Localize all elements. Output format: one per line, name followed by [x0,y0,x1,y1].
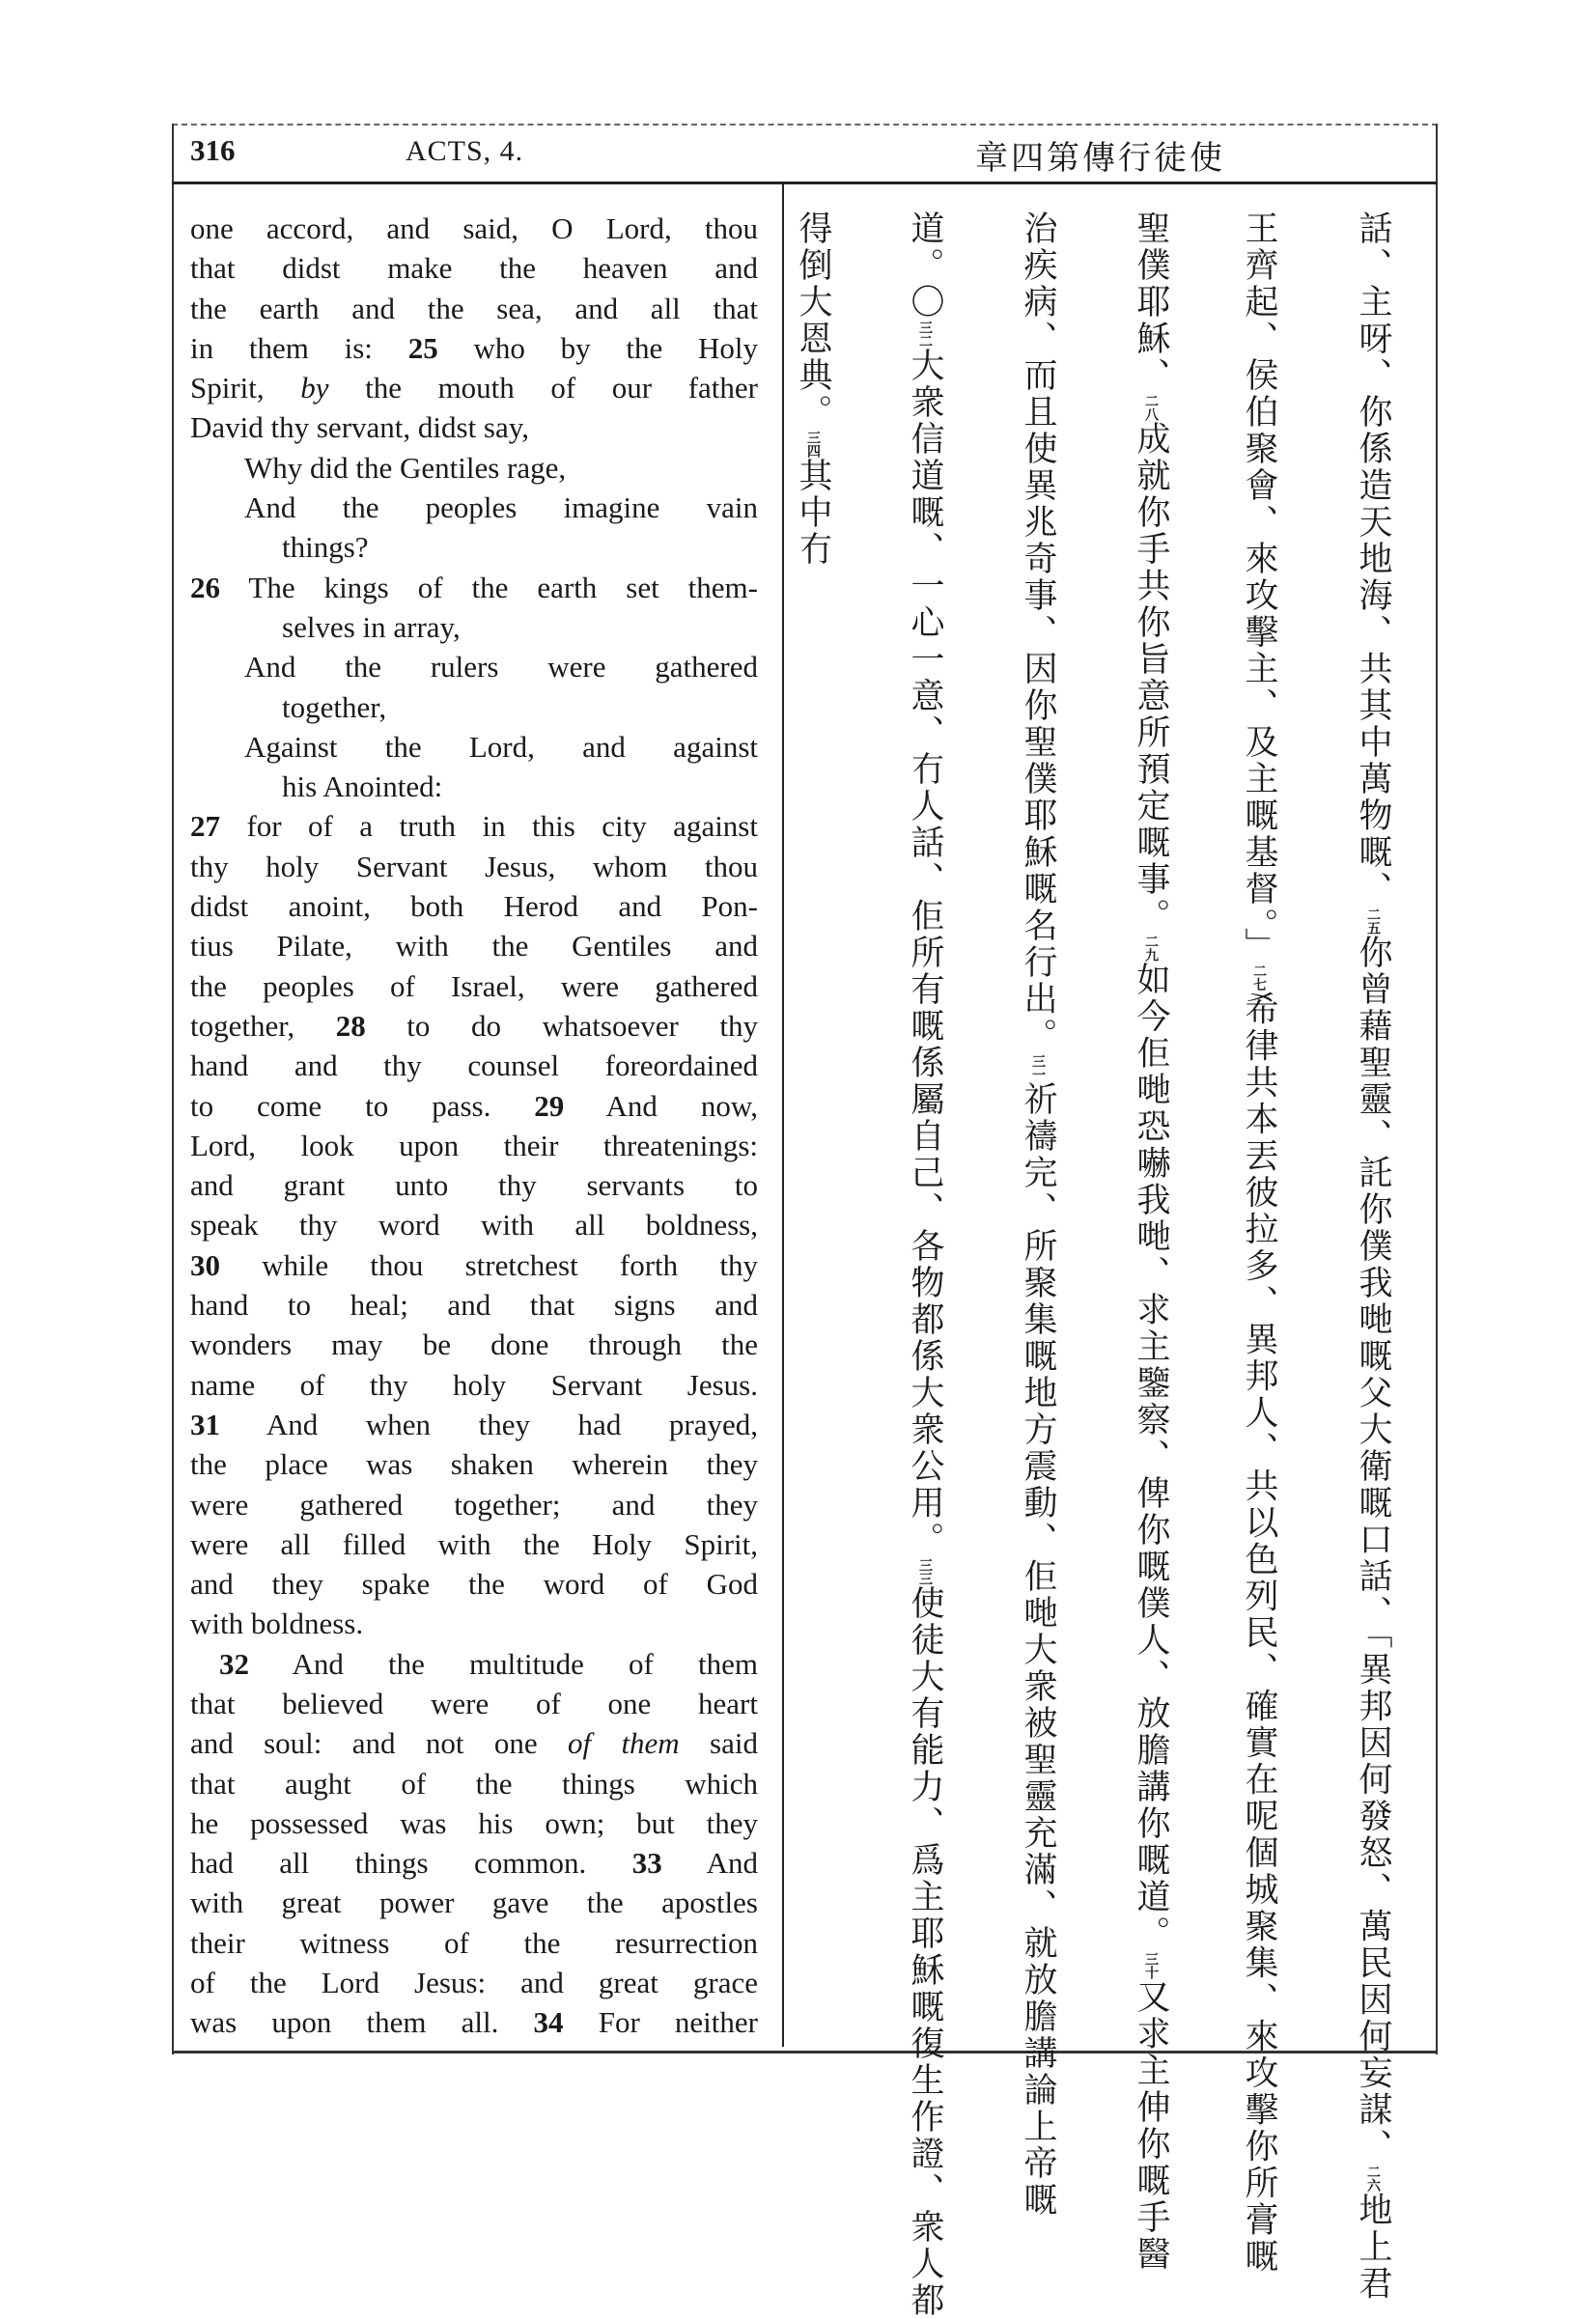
verse-number: 27 [190,809,220,844]
text-segment: Against the Lord, and against [244,729,758,764]
page-number: 316 [190,133,236,167]
text-segment: were gathered together; and they [190,1487,758,1522]
text-line [190,328,758,368]
text-segment: And when they had prayed, [220,1407,758,1441]
text-segment: of the Lord Jesus: and great grace [190,1966,758,2000]
text-segment: was upon them all. [190,2005,534,2040]
text-line [190,248,758,288]
text-segment: for of a truth in this city against [220,809,758,844]
text-line [190,1165,758,1205]
running-head: ACTS, 4. [406,135,524,167]
verse-number: 31 [190,1407,220,1441]
verse-number: 二七 [1251,964,1267,992]
text-line [190,1485,758,1524]
text-line [190,1205,758,1244]
verse-number: 26 [190,570,220,604]
verse-number: 二六 [1365,2165,1381,2193]
chinese-column [1017,210,1059,2219]
text-line [190,1883,758,1922]
text-segment: For neither [563,2005,758,2040]
text-segment: to come to pass. [190,1088,535,1123]
text-segment: by [300,371,329,405]
text-segment: with boldness. [190,1607,364,1641]
text-line [190,1524,758,1564]
text-segment: didst anoint, both Herod and Pon- [190,889,758,924]
text-segment: and they spake the word of God [190,1567,758,1602]
text-segment: name of thy holy Servant Jesus. [190,1367,758,1402]
text-segment: 其中冇 [794,458,832,568]
verse-number: 二五 [1365,908,1381,935]
text-line [190,1564,758,1604]
text-line [190,1803,758,1843]
text-line [190,1325,758,1364]
verse-number: 三二 [917,321,933,348]
text-segment: said [679,1726,758,1761]
text-line [190,1086,758,1126]
text-segment: 祈禱完、所聚集嘅地方震動、佢哋大衆被聖靈充滿、就放膽講論上帝嘅 [1019,1081,1057,2219]
text-segment: of them [567,1726,680,1761]
verse-number: 三一 [1030,1054,1046,1081]
text-line [190,568,758,607]
text-segment: the peoples of Israel, were gathered [190,968,758,1003]
text-segment: speak thy word with all boldness, [190,1208,758,1243]
text-segment: 你曾藉聖靈、託你僕我哋嘅父大衛嘅口話、「異邦因何發怒、萬民因何妄謀、 [1354,935,1392,2165]
text-line [190,727,758,767]
text-line [190,1604,758,1643]
text-segment: hand and thy counsel foreordained [190,1048,758,1083]
verse-number: 30 [190,1247,220,1282]
text-segment: selves in array, [282,609,461,644]
frame-left-rule [172,124,174,2054]
text-segment: 道。〇 [906,210,944,321]
text-segment: the place was shaken wherein they [190,1447,758,1482]
text-line [190,847,758,886]
text-segment: thy holy Servant Jesus, whom thou [190,849,758,883]
text-line [190,1963,758,2002]
text-segment: 大衆信道嘅、一心一意、冇人話、佢所有嘅係屬自己、各物都係大衆公用。 [906,348,944,1558]
text-line [190,647,758,686]
text-segment: And the rulers were gathered [244,650,758,685]
text-segment: in them is: [190,330,408,365]
text-line [190,1764,758,1803]
verse-number: 三三 [917,1558,933,1585]
text-line [190,368,758,407]
text-segment: 治疾病、而且使異兆奇事、因你聖僕耶穌嘅名行出。 [1019,210,1057,1054]
text-segment: 希律共本丟彼拉多、異邦人、共以色列民、確實在呢個城聚集、來攻擊你所膏嘅 [1240,991,1278,2276]
text-segment: his Anointed: [282,769,443,804]
text-line [190,1684,758,1723]
chinese-column [904,210,946,2319]
verse-number: 三十 [1143,1952,1159,1979]
text-line [190,1405,758,1444]
text-segment: 得倒大恩典。 [794,210,832,431]
text-line [190,1245,758,1285]
text-line [190,886,758,926]
text-segment: were all filled with the Holy Spirit, [190,1526,758,1561]
text-segment: Why did the Gentiles rage, [244,450,567,485]
text-segment: he possessed was his own; but they [190,1805,758,1840]
text-line [190,527,758,567]
text-segment: 成就你手共你旨意所預定嘅事。 [1132,421,1170,935]
verse-number: 三四 [805,431,821,458]
text-segment: that believed were of one heart [190,1686,758,1720]
text-line [190,448,758,488]
text-segment: And the peoples imagine vain [244,490,758,525]
text-segment: 又求主伸你嘅手醫 [1132,1979,1170,2273]
text-line [190,407,758,447]
text-segment: that didst make the heaven and [190,251,758,286]
text-line [190,1046,758,1085]
text-segment: and grant unto thy servants to [190,1168,758,1203]
text-segment: 聖僕耶穌、 [1132,210,1170,394]
text-segment: to do whatsoever thy [365,1008,759,1043]
text-line [190,1444,758,1484]
text-line [190,1126,758,1165]
text-segment: one accord, and said, O Lord, thou [190,211,758,245]
text-segment: wonders may be done through the [190,1327,758,1362]
frame-right-rule [1436,124,1438,2054]
text-line [190,209,758,248]
text-segment: hand to heal; and that signs and [190,1288,758,1323]
text-line [190,966,758,1006]
text-segment: the earth and the sea, and all that [190,291,758,325]
text-segment: things? [282,530,369,565]
text-segment: And now, [564,1088,758,1123]
text-segment: together, [190,1008,336,1043]
text-segment: Spirit, [190,371,301,405]
text-segment: The kings of the earth set them- [220,570,758,604]
text-segment: while thou stretchest forth thy [220,1247,758,1282]
verse-number: 34 [533,2005,564,2040]
verse-number: 二九 [1143,935,1159,962]
text-segment: David thy servant, didst say, [190,410,529,445]
text-line [190,687,758,727]
chinese-column [1130,210,1172,2273]
text-line [190,1365,758,1405]
text-line [190,806,758,846]
verse-number: 29 [534,1088,565,1123]
text-segment: with great power gave the apostles [190,1886,758,1920]
text-segment: had all things common. [190,1846,632,1881]
text-segment: tius Pilate, with the Gentiles and [190,929,758,964]
verse-number: 25 [407,330,438,365]
text-segment: 如今佢哋恐嚇我哋、求主鑒察、俾你嘅僕人、放膽講你嘅道。 [1132,962,1170,1952]
verse-number: 32 [219,1646,249,1681]
verse-number: 二八 [1143,394,1159,421]
text-segment: 地上君 [1354,2192,1392,2303]
text-segment: And the multitude of them [249,1646,758,1681]
text-line [190,1923,758,1963]
text-segment: 王齊起、侯伯聚會、來攻擊主、及主嘅基督。」 [1240,210,1278,964]
text-segment: their witness of the resurrection [190,1925,758,1960]
text-line [190,1285,758,1325]
text-segment: who by the Holy [437,330,759,365]
text-segment: Lord, look upon their threatenings: [190,1128,758,1162]
chinese-column [1238,210,1280,2276]
verse-number: 28 [335,1008,366,1043]
text-segment: 話、主呀、你係造天地海、共其中萬物嘅、 [1354,210,1392,908]
text-segment: the mouth of our father [328,371,758,405]
text-line [190,1843,758,1883]
english-text-column [190,209,758,2043]
text-line [190,488,758,527]
text-line [190,926,758,965]
column-divider [782,183,784,2047]
text-line [190,289,758,328]
text-segment: and soul: and not one [190,1726,568,1761]
text-line [190,767,758,806]
text-segment: And [661,1846,758,1881]
verse-number: 33 [631,1846,662,1881]
frame-top-rule [172,124,1438,126]
text-line [190,1006,758,1046]
chinese-column [792,210,834,2035]
text-segment: together, [282,689,387,724]
text-segment: that aught of the things which [190,1766,758,1801]
text-line [190,2002,758,2042]
text-line [190,1644,758,1684]
text-line [190,607,758,647]
header-rule [172,182,1438,184]
chinese-title: 使徒行傳第四章 [975,139,1225,178]
text-line [190,1723,758,1763]
text-segment: 使徒大有能力、爲主耶穌嘅復生作證、衆人都 [906,1585,944,2319]
chinese-column [1352,210,1394,2303]
